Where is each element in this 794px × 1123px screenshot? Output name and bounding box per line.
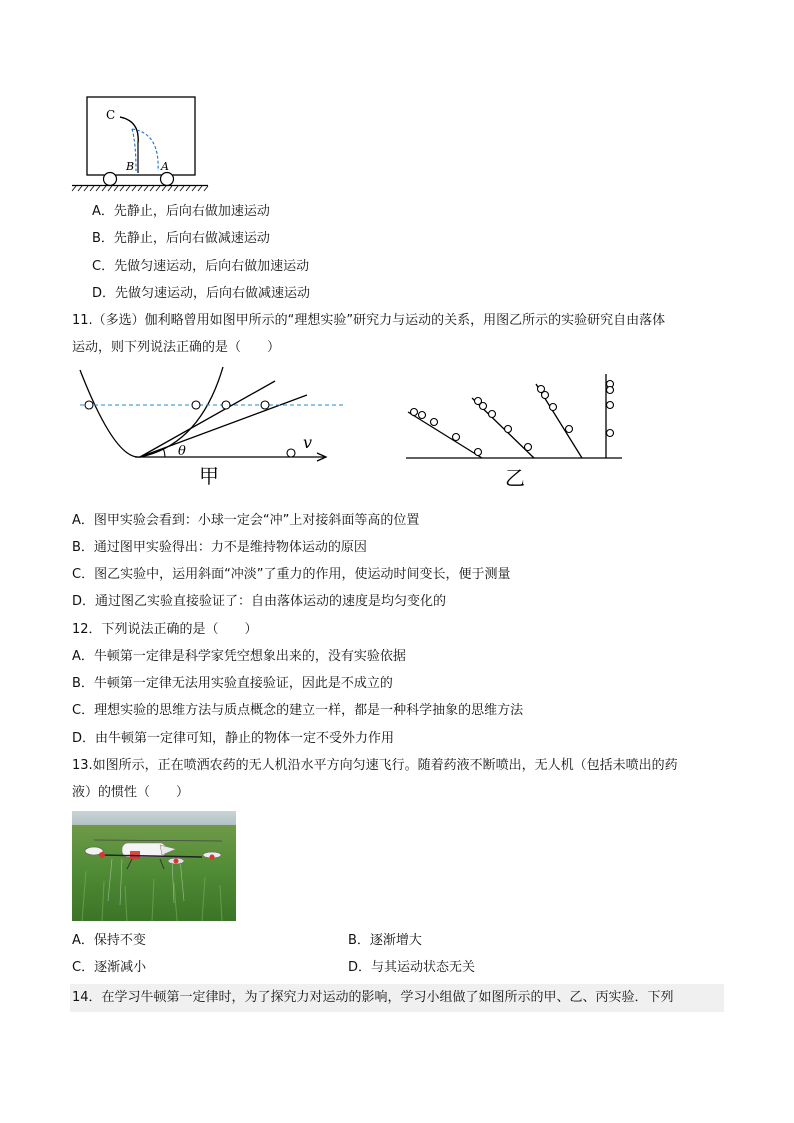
label-c: C	[106, 108, 116, 122]
q12-option-b: B．牛顿第一定律无法用实验直接验证，因此是不成立的	[72, 676, 393, 691]
drone-photo	[72, 811, 236, 921]
q11-stem-line1: 11.（多选）伽利略曾用如图甲所示的“理想实验”研究力与运动的关系，用图乙所示的实验研究自由落体	[72, 313, 666, 328]
q10-option-a: A．先静止，后向右做加速运动	[92, 204, 270, 219]
label-a: A	[161, 160, 169, 173]
q11-option-a: A．图甲实验会看到：小球一定会“冲”上对接斜面等高的位置	[72, 513, 420, 528]
q13-option-d: D．与其运动状态无关	[348, 960, 476, 975]
q12-option-c: C．理想实验的思维方法与质点概念的建立一样，都是一种科学抽象的思维方法	[72, 703, 524, 718]
q11-option-c: C．图乙实验中，运用斜面“冲淡”了重力的作用，使运动时间变长，便于测量	[72, 567, 511, 582]
q13-stem-line1: 13.如图所示，正在喷洒农药的无人机沿水平方向匀速飞行。随着药液不断喷出，无人机（包括未喷出的药	[72, 758, 678, 773]
ball	[85, 401, 93, 409]
ground-hatch	[72, 186, 208, 191]
q12-stem: 12．下列说法正确的是（ ）	[72, 622, 258, 637]
q12-option-d: D．由牛顿第一定律可知，静止的物体一定不受外力作用	[72, 731, 395, 746]
q14-stem-line1: 14．在学习牛顿第一定律时，为了探究力对运动的影响，学习小组做了如图所示的甲、乙、丙实验．下列	[72, 990, 674, 1005]
q11-option-d: D．通过图乙实验直接验证了：自由落体运动的速度是均匀变化的	[72, 594, 447, 609]
q13-option-c: C．逐渐减小	[72, 960, 147, 975]
q10-option-b: B．先静止，后向右做减速运动	[92, 231, 270, 246]
cart-figure	[70, 93, 210, 193]
ball	[287, 449, 295, 457]
ball	[222, 401, 230, 409]
q11-option-b: B．通过图甲实验得出：力不是维持物体运动的原因	[72, 540, 367, 555]
q11-stem-line2: 运动，则下列说法正确的是（ ）	[72, 340, 281, 355]
q12-option-a: A．牛顿第一定律是科学家凭空想象出来的，没有实验依据	[72, 649, 406, 664]
q10-option-c: C．先做匀速运动，后向右做加速运动	[92, 259, 310, 274]
q13-option-a: A．保持不变	[72, 933, 146, 948]
v-label: v	[303, 433, 313, 452]
incline-1	[408, 412, 482, 458]
ball	[192, 401, 200, 409]
figure-yi	[404, 370, 626, 492]
figure-jia-label: 甲	[199, 464, 219, 488]
q13-option-b: B．逐渐增大	[348, 933, 422, 948]
theta-label: θ	[178, 444, 186, 459]
wheel-right	[161, 173, 174, 186]
figure-jia	[75, 365, 350, 490]
left-slope	[80, 370, 140, 457]
label-b: B	[126, 160, 135, 173]
wheel-left	[104, 173, 117, 186]
q10-option-d: D．先做匀速运动，后向右做减速运动	[92, 286, 311, 301]
medium-slope	[140, 381, 275, 457]
ball	[261, 401, 269, 409]
q13-stem-line2: 液）的惯性（ ）	[72, 785, 190, 800]
cart-body	[87, 97, 195, 175]
figure-yi-label: 乙	[505, 466, 525, 490]
